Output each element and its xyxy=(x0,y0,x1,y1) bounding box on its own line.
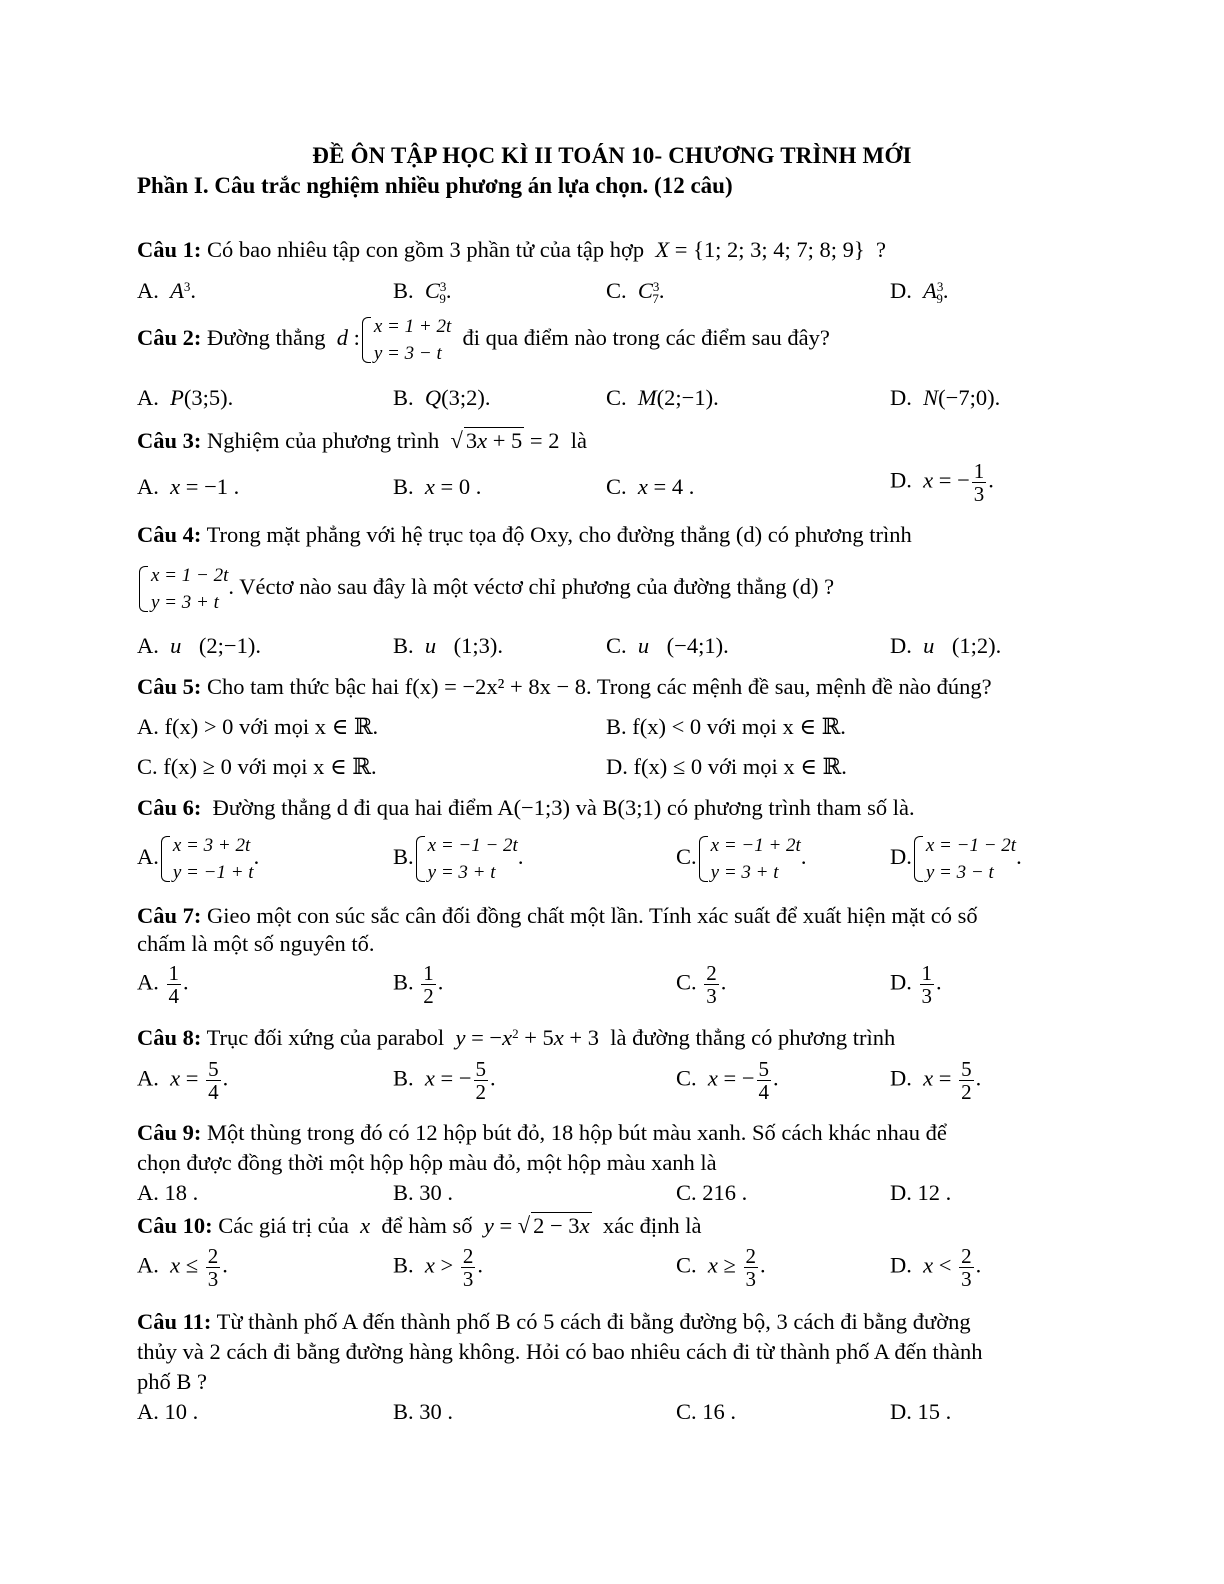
question-text: Đường thẳng xyxy=(207,325,326,351)
question-9 xyxy=(137,1120,947,1146)
option-c[interactable]: C. $\frac{2}{3}$ . xyxy=(676,961,727,1009)
question-11 xyxy=(137,1309,971,1335)
option-b[interactable]: B. 30 . xyxy=(393,1399,454,1424)
option-b[interactable]: B. f(x) < 0 với mọi x ∈ ℝ. xyxy=(606,714,846,739)
question-label: Câu 10: xyxy=(137,1213,213,1238)
question-label: Câu 3: xyxy=(137,428,202,453)
option-c[interactable]: C. M(2;−1). xyxy=(606,385,719,410)
question-text: Nghiệm của phương trình xyxy=(207,428,440,453)
option-b[interactable]: B. u⃗(1;3). xyxy=(393,633,504,658)
option-d[interactable]: D. $A^3_9$. xyxy=(890,278,949,306)
option-c[interactable]: C. x = − $\frac{5}{4}$ . xyxy=(676,1057,779,1105)
question-1: Câu 1: Có bao nhiêu tập con gồm 3 phần tử của tập hợp X = {1; 2; 3; 4; 7; 8; 9} ? xyxy=(137,237,886,262)
question-3: Câu 3: Nghiệm của phương trình √ 3x + 5 = 2 là xyxy=(137,428,587,453)
option-c[interactable]: C. u⃗(−4;1). xyxy=(606,633,729,658)
question-text: Từ thành phố A đến thành phố B có 5 cách đi bằng đường bộ, 3 cách đi bằng đường xyxy=(216,1309,971,1334)
option-b[interactable]: B. x = − $\frac{5}{2}$ . xyxy=(393,1057,496,1105)
question-tail: là xyxy=(570,428,587,453)
question-7-cont: chấm là một số nguyên tố. xyxy=(137,931,375,956)
question-label: Câu 7: xyxy=(137,903,202,928)
question-5 xyxy=(137,674,992,700)
question-7 xyxy=(137,903,978,929)
question-2: Câu 2: Đường thẳng d : x = 1 + 2t y = 3 − t đi qua điểm nào trong các điểm sau đây? xyxy=(137,313,830,367)
question-label: Câu 11: xyxy=(137,1309,212,1334)
option-b[interactable]: B. Q(3;2). xyxy=(393,385,491,410)
option-b[interactable]: B. x > $\frac{2}{3}$ . xyxy=(393,1244,483,1292)
question-text: Đường thẳng d đi qua hai điểm A(−1;3) và B(3;1) có phương trình tham số là. xyxy=(212,795,915,820)
question-label: Câu 9: xyxy=(137,1120,202,1145)
option-d[interactable]: D. 15 . xyxy=(890,1399,952,1424)
question-math: X xyxy=(655,237,670,262)
option-d[interactable]: D. 12 . xyxy=(890,1180,952,1205)
option-a[interactable]: A. x ≤ $\frac{2}{3}$ . xyxy=(137,1244,228,1292)
question-label: Câu 8: xyxy=(137,1025,202,1050)
option-b[interactable]: B. x = −1 − 2t y = 3 + t . xyxy=(393,832,523,886)
option-a[interactable]: A. x = $\frac{5}{4}$ . xyxy=(137,1057,229,1105)
question-text: Gieo một con súc sắc cân đối đồng chất một lần. Tính xác suất để xuất hiện mặt có số xyxy=(207,903,978,928)
question-label: Câu 1: xyxy=(137,237,202,262)
option-a[interactable]: A. $\frac{1}{4}$ . xyxy=(137,961,189,1009)
question-10: Câu 10: Các giá trị của x để hàm số y = √ 2 − 3x xác định là xyxy=(137,1213,702,1238)
question-text: Cho tam thức bậc hai f(x) = −2x² + 8x − 8. Trong các mệnh đề sau, mệnh đề nào đúng? xyxy=(207,674,992,699)
question-tail: đi qua điểm nào trong các điểm sau đây? xyxy=(462,325,830,351)
option-d[interactable]: D. x < $\frac{2}{3}$ . xyxy=(890,1244,982,1292)
question-4 xyxy=(137,522,912,548)
option-a[interactable]: A. 18 . xyxy=(137,1180,199,1205)
option-d[interactable]: D. x = $\frac{5}{2}$ . xyxy=(890,1057,982,1105)
question-8: Câu 8: Trục đối xứng của parabol $y = -x^2 + 5x + 3$ là đường thẳng có phương trình xyxy=(137,1025,896,1050)
page-title: ĐỀ ÔN TẬP HỌC KÌ II TOÁN 10- CHƯƠNG TRÌNH MỚI xyxy=(312,143,912,168)
option-a[interactable]: A. x = −1 . xyxy=(137,474,240,499)
option-c[interactable]: C. 16 . xyxy=(676,1399,737,1424)
question-tail: . Véctơ nào sau đây là một véctơ chỉ phương của đường thẳng (d) ? xyxy=(228,574,835,600)
option-c[interactable]: C. f(x) ≥ 0 với mọi x ∈ ℝ. xyxy=(137,754,377,779)
question-text: Có bao nhiêu tập con gồm 3 phần tử của tập hợp xyxy=(207,237,645,262)
option-b[interactable]: B. $C^3_9$. xyxy=(393,278,452,306)
option-b[interactable]: B. $\frac{1}{2}$ . xyxy=(393,961,444,1009)
option-d[interactable]: D. $\frac{1}{3}$ . xyxy=(890,961,942,1009)
option-b[interactable]: B. 30 . xyxy=(393,1180,454,1205)
option-d[interactable]: D. x = −1 − 2t y = 3 − t . xyxy=(890,832,1022,886)
option-d[interactable]: D. u⃗(1;2). xyxy=(890,633,1002,658)
option-a[interactable]: A. f(x) > 0 với mọi x ∈ ℝ. xyxy=(137,714,379,739)
option-d[interactable]: D. f(x) ≤ 0 với mọi x ∈ ℝ. xyxy=(606,754,847,779)
question-11-cont2: phố B ? xyxy=(137,1369,207,1394)
option-d[interactable]: D. x = − $\frac{1}{3}$ . xyxy=(890,459,994,507)
question-6 xyxy=(137,795,915,821)
question-label: Câu 6: xyxy=(137,795,202,820)
option-c[interactable]: C. x = 4 . xyxy=(606,474,695,499)
option-d[interactable]: D. N(−7;0). xyxy=(890,385,1001,410)
question-label: Câu 2: xyxy=(137,325,202,351)
option-b[interactable]: B. x = 0 . xyxy=(393,474,482,499)
question-label: Câu 5: xyxy=(137,674,202,699)
option-c[interactable]: C. $C^3_7$. xyxy=(606,278,665,306)
question-9-cont: chọn được đồng thời một hộp hộp màu đỏ, một hộp màu xanh là xyxy=(137,1150,717,1175)
option-a[interactable]: A. u⃗(2;−1). xyxy=(137,633,261,658)
option-a[interactable]: A. P(3;5). xyxy=(137,385,234,410)
option-c[interactable]: C. x ≥ $\frac{2}{3}$ . xyxy=(676,1244,766,1292)
question-4-cont: x = 1 − 2t y = 3 + t . Véctơ nào sau đây là một véctơ chỉ phương của đường thẳng (d) ? xyxy=(137,562,834,616)
option-c[interactable]: C. x = −1 + 2t y = 3 + t . xyxy=(676,832,806,886)
option-a[interactable]: A. 10 . xyxy=(137,1399,199,1424)
question-tail: ? xyxy=(875,237,886,262)
section-heading: Phần I. Câu trắc nghiệm nhiều phương án lựa chọn. (12 câu) xyxy=(137,173,733,198)
question-11-cont: thủy và 2 cách đi bằng đường hàng không. Hỏi có bao nhiêu cách đi từ thành phố A đến thành xyxy=(137,1339,983,1364)
question-text: Một thùng trong đó có 12 hộp bút đỏ, 18 hộp bút màu xanh. Số cách khác nhau để xyxy=(207,1120,947,1145)
question-text: Trong mặt phẳng với hệ trục tọa độ Oxy, cho đường thẳng (d) có phương trình xyxy=(206,522,912,547)
question-label: Câu 4: xyxy=(137,522,202,547)
option-a[interactable]: A. $A^3$. xyxy=(137,278,196,303)
option-c[interactable]: C. 216 . xyxy=(676,1180,748,1205)
option-a[interactable]: A. x = 3 + 2t y = −1 + t . xyxy=(137,832,259,886)
